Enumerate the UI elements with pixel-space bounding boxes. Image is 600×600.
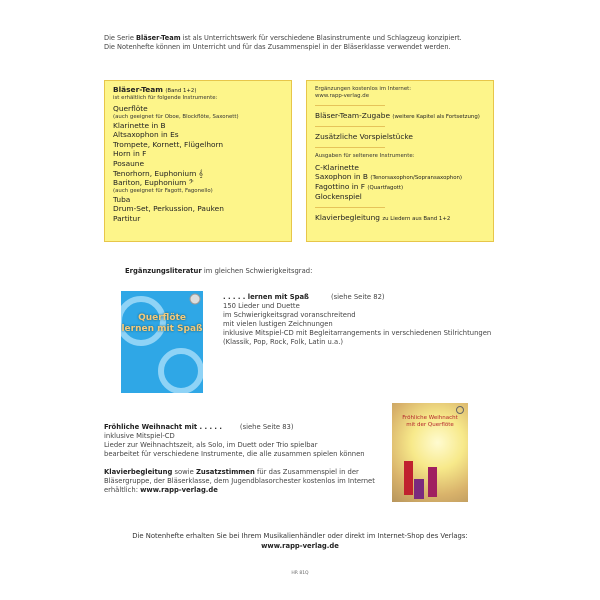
literature-rest: im gleichen Schwierigkeitsgrad: <box>201 267 313 275</box>
divider <box>315 126 385 127</box>
supplements-box <box>306 80 494 242</box>
instrument-name: Drum-Set, Perkussion, Pauken <box>113 204 224 214</box>
rare-instrument-note: (Tenorsaxophon/Sopransaxophon) <box>370 175 463 182</box>
treble-clef-pattern-icon <box>121 291 203 393</box>
divider <box>315 147 385 148</box>
book2-title: Fröhliche Weihnacht mit . . . . . <box>104 423 222 431</box>
rare-instrument-list <box>315 163 485 202</box>
klavier-title: Klavierbegleitung <box>315 212 380 222</box>
book1-description <box>223 293 503 347</box>
extra-text-1: sowie <box>172 468 196 476</box>
shop-url-link[interactable]: www.rapp-verlag.de <box>261 542 339 550</box>
intro-text <box>104 34 504 52</box>
free-label: Ergänzungen kostenlos im Internet: <box>315 86 412 92</box>
rare-instrument <box>315 163 485 173</box>
divider <box>315 105 385 106</box>
box-title-note: (Band 1+2) <box>165 88 197 94</box>
extra-url-link[interactable]: www.rapp-verlag.de <box>140 486 218 494</box>
description-line: 150 Lieder und Duette <box>223 302 300 310</box>
cover-title: Querflöte lernen mit Spaß <box>121 313 203 334</box>
klavier-bold: Klavierbegleitung <box>104 468 173 476</box>
book1-lines <box>223 302 503 347</box>
rare-instrument-name: Saxophon in B <box>315 172 368 182</box>
description-line: bearbeitet für verschiedene Instrumente, die alle zusammen spielen können <box>104 450 365 458</box>
zugabe-title: Bläser-Team-Zugabe <box>315 111 391 120</box>
instrument-name: Horn in F <box>113 149 147 159</box>
instrument-list <box>113 104 283 224</box>
description-line: mit vielen lustigen Zeichnungen <box>223 320 333 328</box>
instrument-name: Trompete, Kornett, Flügelhorn <box>113 139 224 149</box>
description-line: Lieder zur Weihnachtszeit, als Solo, im Duett oder Trio spielbar <box>104 441 318 449</box>
shop-text: Die Notenhefte erhalten Sie bei Ihrem Musikalienhändler oder direkt im Internet-Shop des Verlags: <box>132 532 468 540</box>
box-title: Bläser-Team <box>113 85 163 94</box>
instrument-name: Bariton, Euphonium 𝄢 <box>113 178 194 188</box>
intro-line-2: Die Notenhefte können im Unterricht und für das Zusammenspiel in der Bläserklasse verwendet werden. <box>104 43 451 51</box>
book2-lines <box>104 432 394 459</box>
cover-title: Fröhliche Weihnacht mit der Querflöte <box>402 415 458 428</box>
instruments-box <box>104 80 292 242</box>
klavier-note: zu Liedern aus Band 1+2 <box>382 215 451 222</box>
instrument-name: Posaune <box>113 158 145 168</box>
extra-text-2: für das Zusammenspiel in der Bläsergruppe, der Bläserklasse, dem Jugendblasorchester kostenlos im Internet erhältlich: <box>104 468 375 494</box>
book2-page-ref: (siehe Seite 83) <box>239 423 294 431</box>
box-subtitle: ist erhältlich für folgende Instrumente: <box>113 95 218 101</box>
rare-label: Ausgaben für seltenere Instrumente: <box>315 152 415 159</box>
instrument-note: (auch geeignet für Oboe, Blockflöte, Saxonett) <box>113 113 239 120</box>
candles-icon <box>392 403 468 502</box>
literature-heading <box>125 267 312 276</box>
zusatz-bold: Zusatzstimmen <box>195 468 255 476</box>
intro-text-start: Die Serie <box>104 34 136 42</box>
rare-instrument-name: C-Klarinette <box>315 162 359 172</box>
book-cover-lernen-mit-spass <box>121 291 203 393</box>
instrument-name: Altsaxophon in Es <box>113 130 179 140</box>
book-cover-froehliche-weihnacht <box>392 403 468 502</box>
instrument-name: Querflöte <box>113 104 148 113</box>
intro-text-end: ist als Unterrichtswerk für verschiedene Blasinstrumente und Schlagzeug konzipiert. <box>180 34 462 42</box>
rare-instrument-name: Glockenspiel <box>315 192 362 202</box>
book1-title: . . . . . lernen mit Spaß <box>223 293 309 301</box>
rare-instrument <box>315 182 485 192</box>
divider <box>315 207 385 208</box>
instrument-name: Tuba <box>113 194 131 204</box>
instrument-name: Tenorhorn, Euphonium 𝄞 <box>113 168 204 178</box>
series-name: Bläser-Team <box>136 34 181 42</box>
rare-instrument <box>315 172 485 182</box>
free-url-link[interactable]: www.rapp-verlag.de <box>315 93 370 99</box>
instrument-name: Partitur <box>113 213 141 223</box>
rare-instrument-name: Fagottino in F <box>315 182 366 192</box>
book2-description <box>104 423 394 495</box>
page-code: HR 81Q <box>291 571 309 576</box>
shop-footer <box>104 531 496 551</box>
rare-instrument-note: (Quartfagott) <box>367 185 404 192</box>
description-line: inklusive Mitspiel-CD mit Begleitarrangements in verschiedenen Stilrichtungen (Klassik, Pop, Rock, Folk, Latin u.a.) <box>223 329 492 346</box>
vorspiel-title: Zusätzliche Vorspielstücke <box>315 132 413 141</box>
instrument-note: (auch geeignet für Fagott, Fagonello) <box>113 187 213 194</box>
rare-instrument <box>315 192 485 202</box>
book1-page-ref: (siehe Seite 82) <box>330 293 385 301</box>
zugabe-note: (weitere Kapitel als Fortsetzung) <box>392 114 480 120</box>
literature-bold: Ergänzungsliteratur <box>125 267 202 275</box>
description-line: inklusive Mitspiel-CD <box>104 432 175 440</box>
description-line: im Schwierigkeitsgrad voranschreitend <box>223 311 356 319</box>
instrument-name: Klarinette in B <box>113 120 166 130</box>
